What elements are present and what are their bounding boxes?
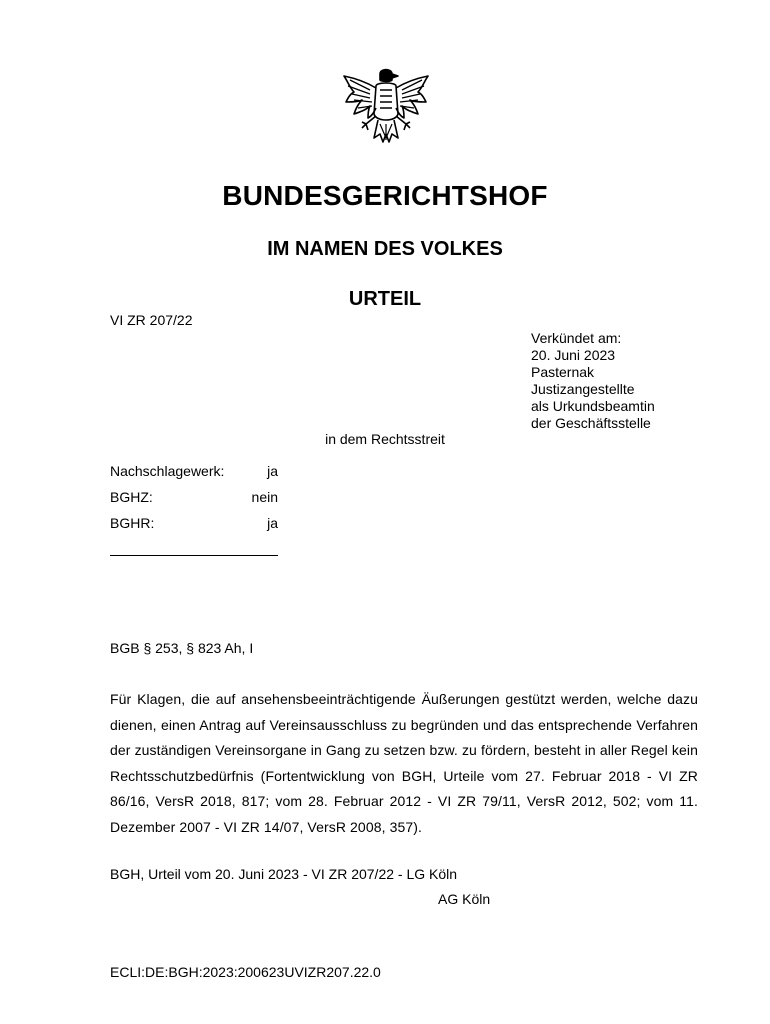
reference-value: ja	[267, 515, 278, 531]
announcement-line: Pasternak	[531, 364, 595, 380]
reference-label: BGHR:	[110, 515, 155, 531]
reference-row	[110, 489, 278, 515]
reference-label: BGHZ:	[110, 489, 153, 505]
federal-eagle-icon	[340, 64, 432, 150]
reference-value: nein	[251, 489, 278, 505]
reference-label: Nachschlagewerk:	[110, 463, 225, 479]
announcement-line: Justizangestellte	[531, 381, 635, 397]
announcement-line: der Geschäftsstelle	[531, 415, 651, 431]
document-subtitle: IM NAMEN DES VOLKES	[267, 238, 503, 260]
announcement-line: 20. Juni 2023	[531, 347, 616, 363]
citation-lower-court: AG Köln	[438, 891, 491, 907]
dispute-label: in dem Rechtsstreit	[325, 431, 445, 447]
case-number: VI ZR 207/22	[110, 312, 193, 328]
court-name: BUNDESGERICHTSHOF	[222, 180, 548, 211]
announcement-line: als Urkundsbeamtin	[531, 398, 655, 414]
reference-table	[110, 463, 278, 541]
citation-line: BGH, Urteil vom 20. Juni 2023 - VI ZR 207/22 - LG Köln	[110, 866, 458, 882]
announcement-line: Verkündet am:	[531, 330, 622, 346]
legal-norms: BGB § 253, § 823 Ah, I	[110, 640, 254, 656]
reference-value: ja	[267, 463, 278, 479]
document-type: URTEIL	[348, 288, 422, 310]
announcement-block	[531, 330, 655, 432]
reference-divider	[110, 555, 278, 556]
reference-row	[110, 515, 278, 541]
ecli-identifier: ECLI:DE:BGH:2023:200623UVIZR207.22.0	[110, 964, 381, 980]
headnote-paragraph: Für Klagen, die auf ansehensbeeinträchtigende Äußerungen gestützt werden, welche dazu dienen, einen Antrag auf Vereinsausschluss zu begründen und das entsprechende Verfahren der zuständigen Vereinsorgane in Gang zu setzen bzw. zu fördern, besteht in aller Regel kein Rechtsschutzbedürfnis (Fortentwicklung von BGH, Urteile vom 27. Februar 2018 - VI ZR 86/16, VersR 2018, 817; vom 28. Februar 2012 - VI ZR 79/11, VersR 2012, 502; vom 11. Dezember 2007 - VI ZR 14/07, VersR 2008, 357).	[110, 691, 698, 835]
reference-row	[110, 463, 278, 489]
